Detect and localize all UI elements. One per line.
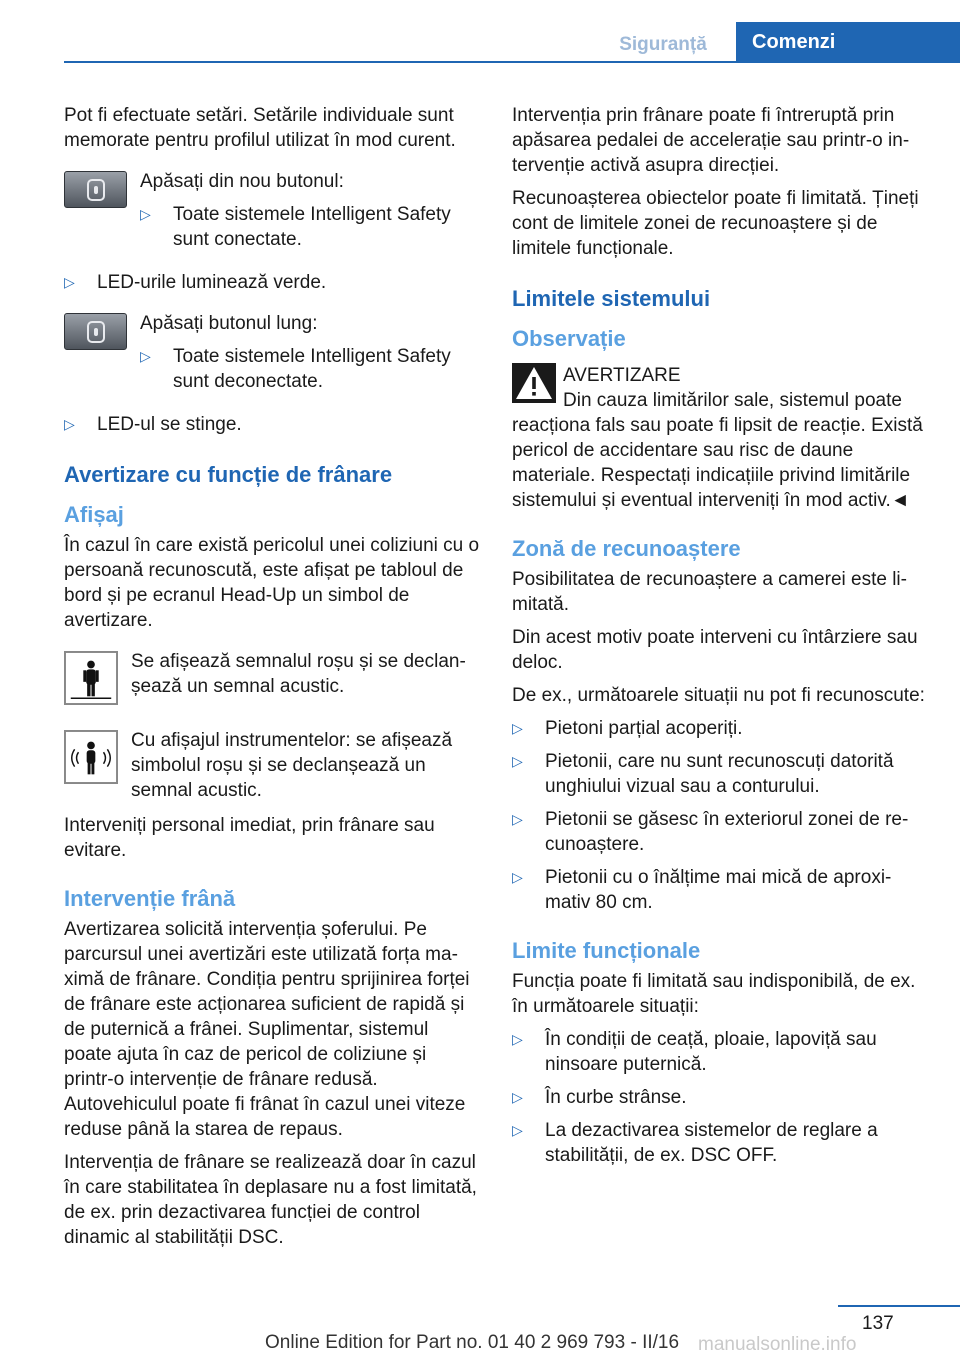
triangle-bullet-icon: ▷ [512, 720, 523, 736]
warning-first-line: Din cauza limitărilor sale, sistemul poate [563, 390, 902, 411]
heading-display: Afișaj [64, 502, 124, 527]
press-long-block [64, 311, 480, 402]
tab-controls[interactable]: Comenzi [736, 22, 960, 63]
symbol-cluster-block [64, 728, 480, 803]
triangle-bullet-icon: ▷ [140, 206, 151, 222]
heading-detection-zone: Zonă de recunoaștere [512, 536, 741, 561]
symbol-cluster-text: Cu afișajul instrumentelor: se afișează simbolul roșu și se declanșează un semnal acustic. [131, 730, 453, 801]
right-paragraph-2: Recunoașterea obiectelor poate fi limitată. Țineți cont de limitele zonei de recunoaștere și de limitele funcționale. [512, 188, 919, 259]
list-item: ▷ LED-ul se stinge. [64, 414, 242, 435]
intervene-paragraph: Interveniți personal imediat, prin frânare sau evitare. [64, 815, 435, 861]
intro-paragraph: Pot fi efectuate setări. Setările individuale sunt memorate pentru profilul utilizat în mod curent. [64, 105, 456, 151]
brake-paragraph-2: Intervenția de frânare se realizează doar în cazul în care stabilitatea în deplasare nu a fost limitată, de ex. prin dezactivarea funcției de control dinamic al stabilității DSC. [64, 1152, 477, 1248]
triangle-bullet-icon: ▷ [512, 1031, 523, 1047]
heading-brake-warning: Avertizare cu funcție de frânare [64, 462, 393, 487]
zone-paragraph-2: Din acest motiv poate interveni cu întârziere sau deloc. [512, 627, 918, 673]
triangle-bullet-icon: ▷ [64, 274, 75, 290]
func-paragraph-1: Funcția poate fi limitată sau indisponibilă, de ex. în următoarele situații: [512, 971, 916, 1017]
list-item: ▷ Pietonii, care nu sunt recunoscuți datorită unghiului vizual sau a conturului. [512, 751, 894, 797]
pedestrian-warning-icon [64, 651, 118, 705]
list-item: ▷ Pietoni parțial acoperiți. [512, 718, 743, 739]
zone-paragraph-1: Posibilitatea de recunoaștere a camerei este limitată. [512, 569, 907, 615]
warning-triangle-icon [512, 363, 556, 403]
list-item: ▷ Toate sistemele Intelligent Safety sunt conectate. [140, 204, 451, 250]
watermark: manualsonline.info [698, 1334, 857, 1355]
list-item: ▷ Toate sistemele Intelligent Safety sunt deconectate. [140, 346, 451, 392]
triangle-bullet-icon: ▷ [512, 869, 523, 885]
heading-brake-intervention: Intervenție frână [64, 886, 236, 911]
header-rule [64, 61, 960, 63]
brake-paragraph-1: Avertizarea solicită intervenția șoferului. Pe parcursul unei avertizări este utilizată forța maximă de frânare. Condiția pentru sprijinirea forței de frânare este acționarea suficient de rapidă și de puternică a frânei. Suplimentar, sistemul poate ajuta în caz de pericol de coliziune și printr-o intervenție de frânare redusă. Autovehiculul poate fi frânat în cazul unei viteze reduse până la starea de repaus. [64, 919, 470, 1140]
edition-footer: Online Edition for Part no. 01 40 2 969 793 - II/16 [265, 1332, 680, 1353]
list-item: ▷ La dezactivarea sistemelor de reglare a stabilității, de ex. DSC OFF. [512, 1120, 878, 1166]
right-paragraph-1: Intervenția prin frânare poate fi întreruptă prin apăsarea pedalei de accelerație sau printr-o intervenție activă asupra direcției. [512, 105, 910, 176]
page-number: 137 [862, 1313, 894, 1334]
tab-safety[interactable]: Siguranță [619, 34, 707, 55]
triangle-bullet-icon: ▷ [140, 348, 151, 364]
symbol-red-block [64, 649, 480, 712]
heading-functional-limits: Limite funcționale [512, 938, 701, 963]
warning-block [512, 363, 928, 413]
triangle-bullet-icon: ▷ [512, 753, 523, 769]
triangle-bullet-icon: ▷ [512, 811, 523, 827]
list-item: ▷ Pietonii cu o înălțime mai mică de aproximativ 80 cm. [512, 867, 892, 913]
warning-text: reacționa fals sau poate fi lipsit de reacție. Există pericol de accidentare sau risc de daune materiale. Respectați indicațiile privind limitările sistemului și eventual interveniți în mod activ.◄ [512, 415, 923, 511]
press-long-text: Apăsați butonul lung: [140, 313, 318, 334]
list-item: ▷ Pietonii se găsesc în exteriorul zonei de recunoaștere. [512, 809, 909, 855]
pedestrian-acoustic-warning-icon [64, 730, 118, 784]
intelligent-safety-button-icon [64, 313, 127, 350]
symbol-red-text: Se afișează semnalul roșu și se declanșează un semnal acustic. [131, 651, 466, 697]
list-item: ▷ În condiții de ceață, ploaie, lapoviță sau ninsoare puternică. [512, 1029, 877, 1075]
press-again-block [64, 169, 480, 260]
triangle-bullet-icon: ▷ [64, 416, 75, 432]
warning-title: AVERTIZARE [563, 365, 681, 386]
list-item: ▷ LED-urile luminează verde. [64, 272, 327, 293]
press-again-text: Apăsați din nou butonul: [140, 171, 344, 192]
triangle-bullet-icon: ▷ [512, 1122, 523, 1138]
left-column [64, 103, 480, 1258]
right-column [512, 103, 928, 1176]
display-paragraph: În cazul în care există pericolul unei coliziuni cu o persoană recunoscută, este afișat pe tabloul de bord și pe ecranul Head-Up un simbol de avertizare. [64, 535, 480, 631]
zone-paragraph-3: De ex., următoarele situații nu pot fi recunoscute: [512, 685, 925, 706]
list-item: ▷ În curbe strânse. [512, 1087, 687, 1108]
footer-rule [838, 1305, 960, 1307]
triangle-bullet-icon: ▷ [512, 1089, 523, 1105]
heading-system-limits: Limitele sistemului [512, 286, 711, 311]
intelligent-safety-button-icon [64, 171, 127, 208]
heading-note: Observație [512, 326, 626, 351]
